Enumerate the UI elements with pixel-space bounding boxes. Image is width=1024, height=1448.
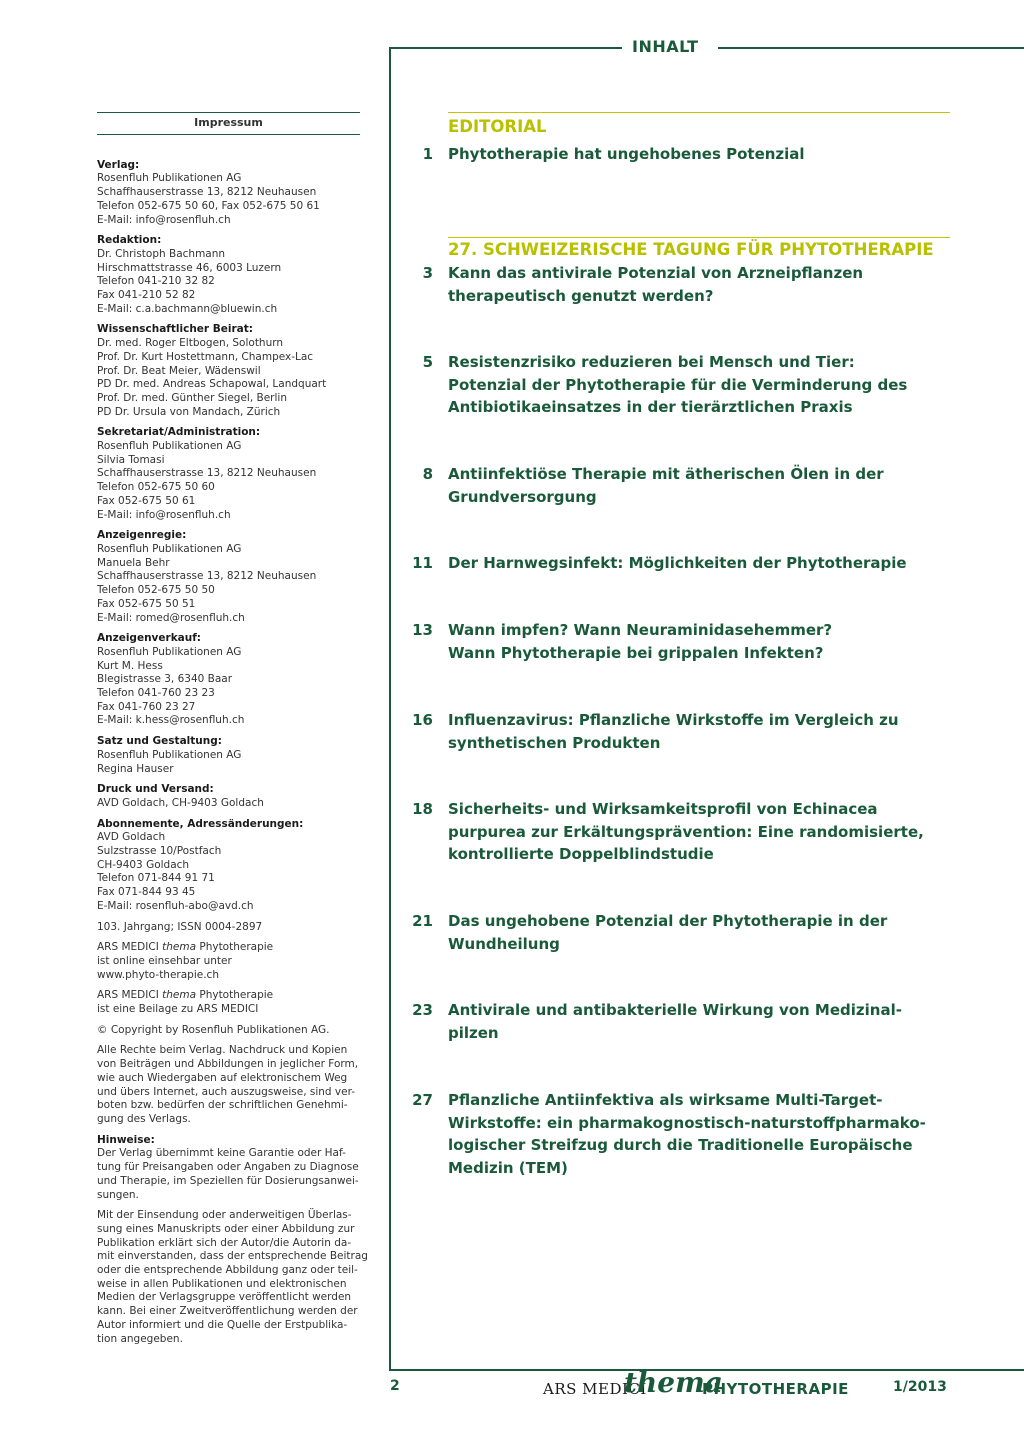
- toc-title-line: Resistenzrisiko reduzieren bei Mensch und Tier:: [448, 353, 855, 371]
- impressum-block-label: Redaktion:: [97, 234, 162, 247]
- impressum-block-label: Anzeigenverkauf:: [97, 632, 202, 645]
- impressum-block-line[interactable]: E-Mail: info@rosenfluh.ch: [97, 213, 231, 226]
- toc-title-line: Potenzial der Phytotherapie für die Verminderung des: [448, 375, 908, 394]
- conference-rule: [448, 237, 950, 238]
- footer-page-number: 2: [390, 1378, 400, 1394]
- toc-entry[interactable]: [405, 798, 950, 866]
- toc-page-number: 21: [412, 912, 433, 930]
- impressum-supplement: [97, 989, 360, 1016]
- impressum-block-line: Prof. Dr. Kurt Hostettmann, Champex-Lac: [97, 350, 314, 363]
- toc-title-line: Das ungehobene Potenzial der Phytotherapie in der: [448, 912, 888, 930]
- toc-title-line: Pflanzliche Antiinfektiva als wirksame Multi-Target-: [448, 1091, 883, 1109]
- toc-page-number: 11: [412, 554, 433, 572]
- toc-title: [448, 351, 953, 419]
- impressum-notes: [97, 1134, 360, 1203]
- impressum-block-line: Sulzstrasse 10/Postfach: [97, 845, 222, 858]
- impressum-copyright: © Copyright by Rosenfluh Publikationen AG.: [97, 1023, 330, 1036]
- toc-title: [448, 143, 953, 166]
- supplement-thema: thema: [162, 989, 197, 1002]
- toc-title-line: Wirkstoffe: ein pharmakognostisch-naturstoffpharmako-: [448, 1113, 926, 1132]
- impressum-block-line: Fax 041-210 52 82: [97, 289, 196, 302]
- impressum-block-line: Rosenfluh Publikationen AG: [97, 440, 242, 453]
- toc-title-line: synthetischen Produkten: [448, 733, 661, 752]
- toc-title-line: Wann Phytotherapie bei grippalen Infekten?: [448, 643, 824, 662]
- impressum-block-line[interactable]: E-Mail: rosenfluh-abo@avd.ch: [97, 899, 254, 912]
- toc-entry[interactable]: [405, 709, 950, 754]
- impressum-text-line: kann. Bei einer Zweitveröffentlichung werden der: [97, 1305, 358, 1318]
- toc-title-line: Medizin (TEM): [448, 1158, 568, 1177]
- impressum-block-line: Telefon 041-760 23 23: [97, 687, 215, 700]
- impressum-text-line: Der Verlag übernimmt keine Garantie oder Haf-: [97, 1147, 346, 1160]
- notes-text: [97, 1147, 360, 1202]
- impressum-block-line[interactable]: E-Mail: k.hess@rosenfluh.ch: [97, 714, 245, 727]
- impressum-block: [97, 783, 360, 810]
- impressum-text-line: oder die entsprechende Abbildung ganz oder teil-: [97, 1264, 358, 1277]
- toc-title: [448, 709, 953, 754]
- notes-label: Hinweise:: [97, 1133, 155, 1146]
- impressum-heading: Impressum: [97, 112, 360, 135]
- impressum-block-line: CH-9403 Goldach: [97, 858, 190, 871]
- impressum-block-line: Manuela Behr: [97, 556, 170, 569]
- impressum-block-line: Schaffhauserstrasse 13, 8212 Neuhausen: [97, 186, 317, 199]
- impressum-block: [97, 323, 360, 419]
- toc-title: [448, 552, 953, 575]
- header-rule-right: [718, 47, 1024, 49]
- toc-entry[interactable]: [405, 143, 950, 166]
- impressum-block: [97, 234, 360, 316]
- impressum-block-line: Telefon 041-210 32 82: [97, 275, 215, 288]
- impressum-block-label: Abonnemente, Adressänderungen:: [97, 817, 304, 830]
- impressum-text-line: Publikation erklärt sich der Autor/die Autorin da-: [97, 1236, 352, 1249]
- impressum-block-line: AVD Goldach: [97, 831, 166, 844]
- impressum-text-line: Autor informiert und die Quelle der Erstpublika-: [97, 1318, 348, 1331]
- toc-title: [448, 463, 953, 508]
- impressum-block-label: Wissenschaftlicher Beirat:: [97, 323, 253, 336]
- toc-entry[interactable]: [405, 552, 950, 575]
- toc-page-number: 1: [422, 145, 433, 163]
- footer-brand-script: thema: [624, 1366, 723, 1399]
- footer-section: PHYTOTHERAPIE: [702, 1380, 849, 1398]
- section-title-conference: 27. SCHWEIZERISCHE TAGUNG FÜR PHYTOTHERAPIE: [448, 240, 934, 259]
- impressum-text-line: tion angegeben.: [97, 1332, 183, 1345]
- impressum-block-line: PD Dr. Ursula von Mandach, Zürich: [97, 405, 281, 418]
- toc-title-line: Antibiotikaeinsatzes in der tierärztlichen Praxis: [448, 398, 853, 416]
- toc-title-line: therapeutisch genutzt werden?: [448, 286, 714, 305]
- impressum-block-line: Dr. med. Roger Eltbogen, Solothurn: [97, 337, 284, 350]
- toc-title: [448, 999, 953, 1044]
- toc-page-number: 23: [412, 1001, 433, 1019]
- impressum-block-line: Rosenfluh Publikationen AG: [97, 645, 242, 658]
- page-title: INHALT: [632, 37, 699, 56]
- impressum-text-line: gung des Verlags.: [97, 1113, 191, 1125]
- online-brand: ARS MEDICI: [97, 941, 163, 954]
- impressum-text-line: mit einverstanden, dass der entsprechende Beitrag: [97, 1250, 368, 1263]
- toc-page-number: 18: [412, 800, 433, 818]
- toc-title: [448, 262, 953, 307]
- impressum-block-line: Schaffhauserstrasse 13, 8212 Neuhausen: [97, 467, 317, 480]
- impressum-rights: [97, 1044, 360, 1126]
- supplement-line2: ist eine Beilage zu ARS MEDICI: [97, 1003, 259, 1016]
- impressum-submission: [97, 1209, 368, 1346]
- toc-title-line: Antivirale und antibakterielle Wirkung von Medizinal-: [448, 1001, 902, 1019]
- impressum-block-line: Telefon 052-675 50 60, Fax 052-675 50 61: [97, 199, 320, 212]
- impressum-block-line: Blegistrasse 3, 6340 Baar: [97, 673, 233, 686]
- impressum-block-line: Regina Hauser: [97, 762, 174, 775]
- impressum-text-line: wie auch Wiedergaben auf elektronischem Weg: [97, 1071, 348, 1084]
- impressum-block-line: Schaffhauserstrasse 13, 8212 Neuhausen: [97, 570, 317, 583]
- impressum-column: [97, 112, 368, 1353]
- toc-title-line: pilzen: [448, 1023, 499, 1042]
- impressum-block-line: Fax 071-844 93 45: [97, 886, 196, 899]
- impressum-block: [97, 818, 360, 914]
- toc-title-line: Kann das antivirale Potenzial von Arzneipflanzen: [448, 264, 864, 282]
- online-thema: thema: [162, 941, 197, 954]
- impressum-block-line: Silvia Tomasi: [97, 453, 165, 466]
- section-title-editorial: EDITORIAL: [448, 117, 547, 136]
- footer-brand: ARS MEDICI: [543, 1380, 647, 1398]
- impressum-block-line: Prof. Dr. Beat Meier, Wädenswil: [97, 364, 261, 377]
- impressum-blocks: [97, 159, 360, 914]
- impressum-text-line: boten bzw. bedürfen der schriftlichen Genehmi-: [97, 1099, 348, 1112]
- toc-page-number: 13: [412, 621, 433, 639]
- impressum-text-line: und übers Internet, auch auszugsweise, sind ver-: [97, 1085, 356, 1098]
- toc-title-line: Phytotherapie hat ungehobenes Potenzial: [448, 145, 805, 163]
- toc-title-line: Wann impfen? Wann Neuraminidasehemmer?: [448, 621, 833, 639]
- toc-page-number: 3: [422, 264, 433, 282]
- toc-title-line: Sicherheits- und Wirksamkeitsprofil von Echinacea: [448, 800, 878, 818]
- contents-frame-left: [389, 47, 391, 1370]
- toc-title: [448, 910, 953, 955]
- toc-title: [448, 1089, 953, 1179]
- impressum-block-line: Hirschmattstrasse 46, 6003 Luzern: [97, 261, 282, 274]
- impressum-text-line: Mit der Einsendung oder anderweitigen Überlas-: [97, 1209, 352, 1222]
- impressum-block-line[interactable]: E-Mail: info@rosenfluh.ch: [97, 508, 231, 521]
- impressum-text-line: weise in allen Publikationen und elektronischen: [97, 1277, 347, 1290]
- impressum-text-line: Medien der Verlagsgruppe veröffentlicht werden: [97, 1291, 352, 1304]
- toc-page-number: 5: [422, 353, 433, 371]
- toc-title-line: Antiinfektiöse Therapie mit ätherischen Ölen in der: [448, 465, 884, 483]
- impressum-block: [97, 735, 360, 776]
- toc-entry[interactable]: [405, 463, 950, 508]
- impressum-volume: 103. Jahrgang; ISSN 0004-2897: [97, 920, 263, 933]
- impressum-block-line: Kurt M. Hess: [97, 659, 163, 672]
- toc-title: [448, 798, 953, 866]
- toc-title-line: Grundversorgung: [448, 487, 597, 506]
- toc-entry[interactable]: [405, 351, 950, 419]
- impressum-block-label: Sekretariat/Administration:: [97, 426, 261, 439]
- footer-issue: 1/2013: [893, 1379, 947, 1395]
- toc-entry[interactable]: [405, 262, 950, 307]
- impressum-block-line: Telefon 071-844 91 71: [97, 872, 215, 885]
- impressum-block-line[interactable]: E-Mail: romed@rosenfluh.ch: [97, 611, 245, 624]
- impressum-block-line: AVD Goldach, CH-9403 Goldach: [97, 796, 264, 809]
- online-line2: ist online einsehbar unter: [97, 954, 232, 967]
- impressum-block-label: Anzeigenregie:: [97, 529, 187, 542]
- impressum-block-line: Prof. Dr. med. Günther Siegel, Berlin: [97, 391, 287, 404]
- toc-title-line: logischer Streifzug durch die Traditionelle Europäische: [448, 1136, 913, 1154]
- impressum-text-line: sungen.: [97, 1188, 139, 1201]
- header-rule-left: [389, 47, 622, 49]
- impressum-text-line: sung eines Manuskripts oder einer Abbildung zur: [97, 1222, 355, 1235]
- impressum-block-line: PD Dr. med. Andreas Schapowal, Landquart: [97, 378, 327, 391]
- impressum-block-line: Telefon 052-675 50 50: [97, 584, 215, 597]
- toc-entry[interactable]: [405, 1089, 950, 1179]
- toc-title-line: Wundheilung: [448, 934, 560, 953]
- toc-title-line: Influenzavirus: Pflanzliche Wirkstoffe im Vergleich zu: [448, 711, 899, 729]
- toc-entry[interactable]: [405, 910, 950, 955]
- impressum-block: [97, 632, 360, 728]
- toc-title-line: purpurea zur Erkältungsprävention: Eine randomisierte,: [448, 822, 924, 841]
- toc-title-line: kontrollierte Doppelblindstudie: [448, 845, 714, 863]
- impressum-block-label: Druck und Versand:: [97, 783, 214, 796]
- impressum-text-line: von Beiträgen und Abbildungen in jeglicher Form,: [97, 1058, 359, 1071]
- toc-entry[interactable]: [405, 619, 950, 664]
- toc-page-number: 8: [422, 465, 433, 483]
- impressum-block-line: Fax 052-675 50 51: [97, 597, 196, 610]
- impressum-block: [97, 529, 360, 625]
- impressum-block-line: Fax 052-675 50 61: [97, 494, 196, 507]
- impressum-block-line: Rosenfluh Publikationen AG: [97, 542, 242, 555]
- impressum-text-line: und Therapie, im Speziellen für Dosierungsanwei-: [97, 1174, 359, 1187]
- impressum-block-label: Satz und Gestaltung:: [97, 735, 222, 748]
- editorial-rule: [448, 112, 950, 113]
- impressum-text-line: tung für Preisangaben oder Angaben zu Diagnose: [97, 1161, 359, 1174]
- impressum-online: [97, 941, 360, 982]
- toc-title-line: Der Harnwegsinfekt: Möglichkeiten der Phytotherapie: [448, 554, 907, 572]
- impressum-block-line: Rosenfluh Publikationen AG: [97, 172, 242, 185]
- impressum-block-line: Fax 041-760 23 27: [97, 700, 196, 713]
- supplement-brand: ARS MEDICI: [97, 989, 163, 1002]
- impressum-block-line[interactable]: E-Mail: c.a.bachmann@bluewin.ch: [97, 302, 278, 315]
- toc-entry[interactable]: [405, 999, 950, 1044]
- toc-title: [448, 619, 953, 664]
- supplement-title: Phytotherapie: [196, 989, 274, 1002]
- impressum-text-line: Alle Rechte beim Verlag. Nachdruck und Kopien: [97, 1044, 348, 1057]
- impressum-block-line: Telefon 052-675 50 60: [97, 481, 215, 494]
- impressum-block: [97, 426, 360, 522]
- impressum-block: [97, 159, 360, 228]
- online-title: Phytotherapie: [196, 941, 274, 954]
- impressum-block-line: Dr. Christoph Bachmann: [97, 247, 226, 260]
- impressum-block-line: Rosenfluh Publikationen AG: [97, 748, 242, 761]
- impressum-block-label: Verlag:: [97, 158, 140, 171]
- online-url[interactable]: www.phyto-therapie.ch: [97, 968, 219, 981]
- toc-page-number: 27: [412, 1091, 433, 1109]
- toc-page-number: 16: [412, 711, 433, 729]
